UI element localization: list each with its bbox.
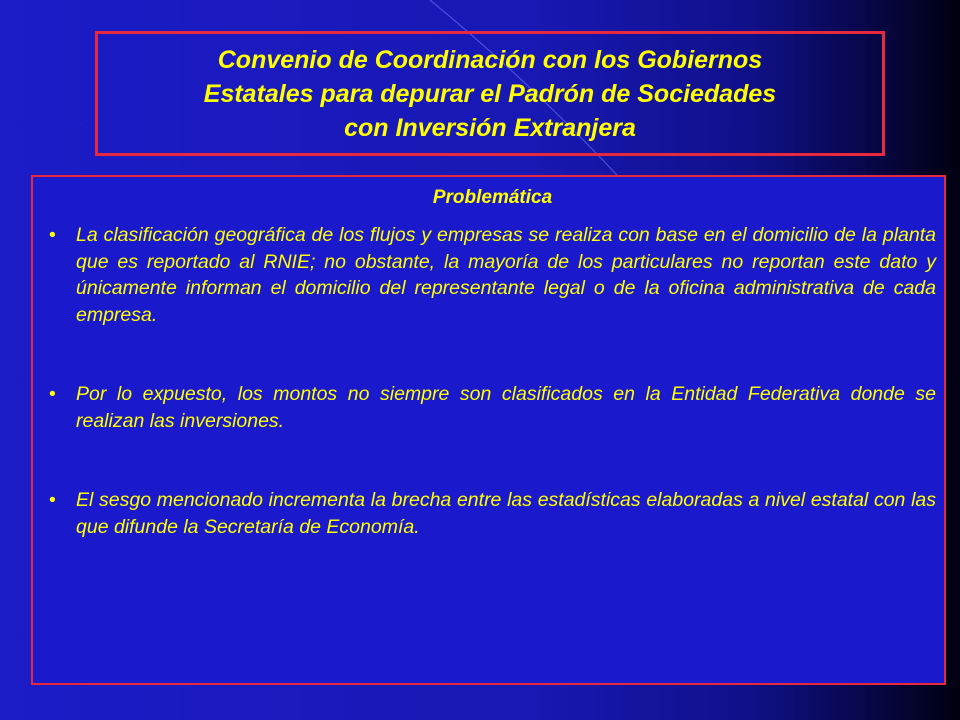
bullet-text: Por lo expuesto, los montos no siempre son clasificados en la Entidad Federativa donde se realizan las inversiones. bbox=[76, 383, 936, 432]
bullet-list bbox=[49, 222, 936, 540]
bullet-dot-icon: • bbox=[49, 489, 56, 511]
title-line-3: con Inversión Extranjera bbox=[344, 113, 636, 142]
bullet-dot-icon: • bbox=[49, 383, 56, 405]
title-box bbox=[95, 31, 885, 156]
title-line-2: Estatales para depurar el Padrón de Sociedades bbox=[203, 79, 777, 108]
slide-title bbox=[204, 43, 776, 145]
bullet-item bbox=[49, 222, 936, 328]
section-heading: Problemática bbox=[432, 187, 553, 208]
content-box bbox=[31, 175, 946, 685]
bullet-text: El sesgo mencionado incrementa la brecha entre las estadísticas elaboradas a nivel estatal con las que difunde la Secretaría de Economía. bbox=[76, 489, 936, 538]
bullet-item bbox=[49, 381, 936, 434]
bullet-text: La clasificación geográfica de los flujos y empresas se realiza con base en el domicilio de la planta que es reportado al RNIE; no obstante, la mayoría de los particulares no reportan este dato y únicamente informan el domicilio del representante legal o de la oficina administrativa de cada empresa. bbox=[76, 224, 936, 326]
bullet-dot-icon: • bbox=[49, 224, 56, 246]
bullet-item bbox=[49, 487, 936, 540]
title-line-1: Convenio de Coordinación con los Gobiernos bbox=[217, 45, 763, 74]
